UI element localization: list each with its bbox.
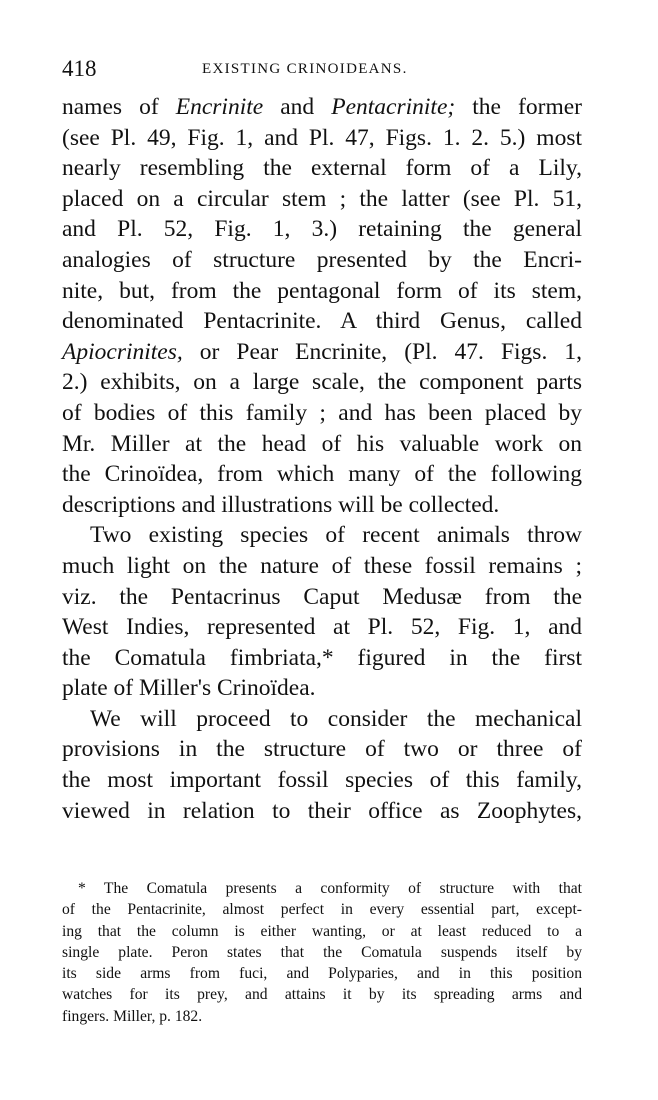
body-line: Mr. Miller at the head of his valuable work on: [62, 430, 582, 457]
footnote: [62, 878, 582, 1027]
body-line: viz. the Pentacrinus Caput Medusæ from the: [62, 583, 582, 610]
running-title: EXISTING CRINOIDEANS.: [202, 61, 408, 77]
body-line: plate of Miller's Crinoïdea.: [62, 675, 316, 702]
body-line: 2.) exhibits, on a large scale, the component parts: [62, 369, 582, 396]
footnote-line: ing that the column is either wanting, or at least reduced to a: [62, 922, 582, 940]
text-run: the former: [455, 94, 582, 120]
body-line: [62, 337, 582, 368]
body-line: Two existing species of recent animals throw: [90, 522, 582, 549]
body-line: [62, 92, 582, 123]
body-line: viewed in relation to their office as Zoophytes,: [62, 797, 582, 824]
footnote-line: watches for its prey, and attains it by its spreading arms and: [62, 986, 582, 1004]
text-run: or Pear Encrinite, (Pl. 47. Figs. 1,: [182, 338, 582, 365]
body-line: We will proceed to consider the mechanical: [90, 705, 582, 732]
body-line: the most important fossil species of this family,: [62, 767, 582, 794]
body-line: West Indies, represented at Pl. 52, Fig. 1, and: [62, 614, 582, 641]
body-line: denominated Pentacrinite. A third Genus, called: [62, 308, 582, 335]
body-line: of bodies of this family ; and has been placed by: [62, 399, 582, 426]
footnote-line: * The Comatula presents a conformity of structure with that: [78, 880, 582, 897]
italic-genus-name: Pentacrinite;: [331, 94, 456, 120]
footnote-line: its side arms from fuci, and Polyparies, and in this position: [62, 965, 582, 983]
body-line: placed on a circular stem ; the latter (see Pl. 51,: [62, 185, 582, 212]
body-line: descriptions and illustrations will be collected.: [62, 491, 500, 518]
body-line: and Pl. 52, Fig. 1, 3.) retaining the general: [62, 216, 582, 243]
italic-genus-name: Encrinite: [175, 94, 264, 120]
page-number: 418: [62, 56, 97, 81]
text-run: and: [263, 94, 332, 120]
body-line: provisions in the structure of two or three of: [62, 736, 582, 763]
running-head: [62, 56, 582, 82]
body-line: the Crinoïdea, from which many of the following: [62, 461, 582, 488]
body-line: much light on the nature of these fossil remains ;: [62, 552, 582, 579]
body-line: nearly resembling the external form of a Lily,: [62, 155, 582, 182]
body-line: analogies of structure presented by the Encri-: [62, 246, 582, 273]
body-line: (see Pl. 49, Fig. 1, and Pl. 47, Figs. 1. 2. 5.) most: [62, 124, 582, 151]
italic-genus-name: Apiocrinites,: [62, 338, 183, 365]
body-line: the Comatula fimbriata,* figured in the first: [62, 644, 582, 671]
footnote-line: of the Pentacrinite, almost perfect in every essential part, except-: [62, 901, 582, 919]
body-line: nite, but, from the pentagonal form of its stem,: [62, 277, 582, 304]
footnote-line: fingers. Miller, p. 182.: [62, 1007, 203, 1025]
body-text: [62, 92, 582, 826]
text-run: names of: [62, 94, 176, 120]
footnote-line: single plate. Peron states that the Comatula suspends itself by: [62, 943, 582, 961]
